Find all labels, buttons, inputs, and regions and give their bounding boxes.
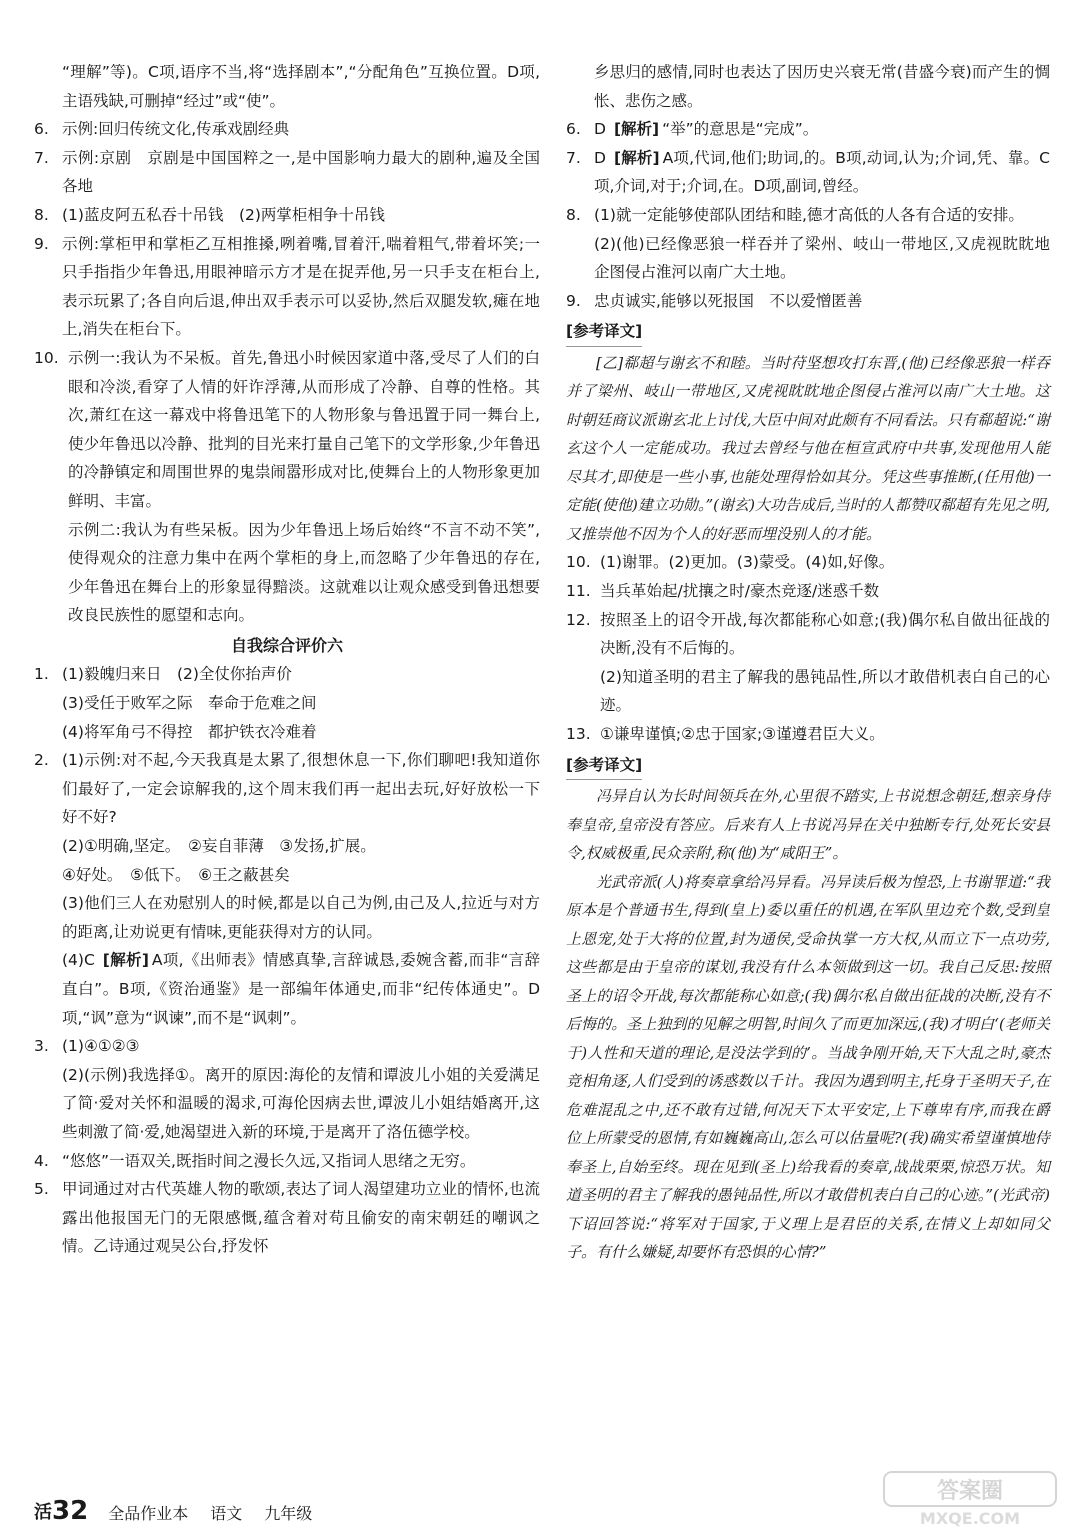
- item-number: 6.: [566, 120, 581, 139]
- item-text: (1)蓝皮阿五私吞十吊钱 (2)两掌柜相争十吊钱: [62, 205, 385, 224]
- item-text: [594, 144, 1050, 201]
- answer-letter: D: [594, 120, 606, 139]
- answer-item-9: [566, 287, 1050, 316]
- item-number: 9.: [34, 234, 49, 253]
- answer-item-7: [566, 144, 1050, 201]
- reference-translation: [566, 782, 1050, 1267]
- reference-translation: [566, 349, 1050, 549]
- item-12-part: (2)知道圣明的君主了解我的愚钝品性,所以才敢借机表白自己的心迹。: [600, 667, 1050, 715]
- section-title: 自我综合评价六: [230, 635, 343, 655]
- svg-text:答案圈: 答案圈: [936, 1479, 1004, 1504]
- reference-translation-title: [参考译文]: [566, 317, 642, 347]
- item-number: 7.: [566, 148, 581, 167]
- item-text: 当兵革始起/扰攘之时/豪杰竞逐/迷惑千数: [600, 582, 880, 601]
- answer-item-2: [34, 746, 540, 832]
- item-text: 忠贞诚实,能够以死报国 不以爱憎匿善: [594, 291, 863, 310]
- book-title: 全品作业本: [108, 1504, 189, 1523]
- item-number: 8.: [34, 205, 49, 224]
- item-text: (1)毅魄归来日 (2)全仗你抬声价: [62, 665, 292, 684]
- answer-continuation: 乡思归的感情,同时也表达了因历史兴衰无常(昔盛今衰)而产生的惆怅、悲伤之感。: [594, 63, 1050, 110]
- page-number: 32: [52, 1496, 89, 1526]
- item-number: 11.: [566, 582, 591, 601]
- item-text: 按照圣上的诏令开战,每次都能称心如意;(我)偶尔私自做出征战的决断,没有不后悔的。: [600, 610, 1050, 658]
- answer-item-8: [566, 201, 1050, 230]
- answer-letter: D: [594, 148, 606, 167]
- item-number: 2.: [34, 751, 49, 770]
- page-footer: [34, 1496, 334, 1524]
- item-text: 示例:掌柜甲和掌柜乙互相推搡,咧着嘴,冒着汗,喘着粗气,带着坏笑;一只手指指少年鲁迅,用眼神暗示方才是在捉弄他,另一只手支在柜台上,表示玩累了;各自向后退,伸出双手表示可以妥协,然后双腿发软,瘫在地上,消失在柜台下。: [62, 234, 540, 339]
- item-number: 7.: [34, 148, 49, 167]
- translation-paragraph: [乙]郗超与谢玄不和睦。当时苻坚想攻打东晋,(他)已经像恶狼一样吞并了梁州、岐山一带地区,又虎视眈眈地企图侵占淮河以南广大土地。这时朝廷商议派谢玄北上讨伐,大臣中间对此颇有不同看法。只有郗超说:“谢玄这个人一定能成功。我过去曾经与他在桓宣武府中共事,发现他用人能尽其才,即使是一些小事,也能处理得恰如其分。凭这些事推断,(任用他)一定能(使他)建立功勋。”(谢玄)大功告成后,当时的人都赞叹郗超有先见之明,又推崇他不因为个人的好恶而埋没别人的才能。: [566, 353, 1050, 543]
- analysis-tag: [解析]: [102, 951, 149, 970]
- answer-item-1: [34, 660, 540, 689]
- analysis-text: A项,代词,他们;助词,的。B项,动词,认为;介词,凭、靠。C项,介词,对于;介词,在。D项,副词,曾经。: [594, 148, 1050, 196]
- item-number: 8.: [566, 205, 581, 224]
- right-column: [566, 58, 1050, 1267]
- item-number: 6.: [34, 120, 49, 139]
- item-2-part: (3)他们三人在劝慰别人的时候,都是以自己为例,由己及人,拉近与对方的距离,让劝说更有情味,更能获得对方的认同。: [62, 894, 540, 941]
- translation-paragraph: 冯异自认为长时间领兵在外,心里很不踏实,上书说想念朝廷,想亲身侍奉皇帝,皇帝没有答应。后来有人上书说冯异在关中独断专行,处死长安县令,权威极重,民众亲附,称(他)为“咸阳王”。: [566, 787, 1050, 863]
- item-text: (1)示例:对不起,今天我真是太累了,很想休息一下,你们聊吧!我知道你们最好了,一定会谅解我的,这个周末我们再一起出去玩,好好放松一下好不好?: [62, 751, 540, 827]
- translation-paragraph: 光武帝派(人)将奏章拿给冯异看。冯异读后极为惶恐,上书谢罪道:“我原本是个普通书生,得到(皇上)委以重任的机遇,在军队里边充个数,受到皇上恩宠,处于大将的位置,封为通侯,受命执掌一方大权,从而立下一点功劳,这些都是由于皇帝的谋划,我没有什么本领做到这一切。我自己反思:按照圣上的诏令开战,每次都能称心如意;(我)偶尔私自做出征战的决断,没有不后悔的。圣上独到的见解之明智,时间久了而更加深远,(我)才明白‘(老师关于)人性和天道的理论,是没法学到的’。当战争刚开始,天下大乱之时,豪杰竞相角逐,人们受到的诱惑数以千计。我因为遇到明主,托身于圣明天子,在危难混乱之中,还不敢有过错,何况天下太平安定,上下尊卑有序,而我在爵位上所蒙受的恩情,有如巍巍高山,怎么可以估量呢?(我)确实希望谨慎地侍奉圣上,自始至终。现在见到(圣上)给我看的奏章,战战栗栗,惊恐万状。知道圣明的君主了解我的愚钝品性,所以才敢借机表白自己的心迹。”(光武帝)下诏回答说:“将军对于国家,于义理上是君臣的关系,在情义上却如同父子。有什么嫌疑,却要怀有恐惧的心情?”: [566, 872, 1050, 1262]
- item-2-part-4: [34, 946, 540, 1032]
- item-text: 甲词通过对古代英雄人物的歌颂,表达了词人渴望建功立业的情怀,也流露出他报国无门的无限感慨,蕴含着对苟且偷安的南宋朝廷的嘲讽之情。乙诗通过观吴公台,抒发怀: [62, 1180, 540, 1256]
- analysis-text: A项,《出师表》情感真挚,言辞诚恳,委婉含蓄,而非“言辞直白”。B项,《资治通鉴》是一部编年体通史,而非“纪传体通史”。D项,“讽”意为“讽谏”,而不是“讽刺”。: [62, 951, 540, 1027]
- item-number: 12.: [566, 610, 591, 629]
- item-3-part: (2)(示例)我选择①。离开的原因:海伦的友情和谭波儿小姐的关爱满足了简·爱对关怀和温暖的渴求,可海伦因病去世,谭波儿小姐结婚离开,这些刺激了简·爱,她渴望进入新的环境,于是离开了洛伍德学校。: [62, 1065, 540, 1141]
- reference-translation-title: [参考译文]: [566, 751, 642, 781]
- answer-letter: (4)C: [62, 951, 95, 970]
- item-number: 13.: [566, 725, 591, 743]
- left-column: [34, 58, 540, 1261]
- analysis-tag: [解析]: [613, 120, 660, 139]
- item-text: 示例:京剧 京剧是中国国粹之一,是中国影响力最大的剧种,遍及全国各地: [62, 148, 540, 196]
- answer-item-11: [566, 577, 1050, 606]
- item-text: “悠悠”一语双关,既指时间之漫长久远,又指词人思绪之无穷。: [62, 1151, 476, 1170]
- item-number: 4.: [34, 1151, 49, 1170]
- subject: 语文: [210, 1504, 243, 1523]
- item-8-part: (2)(他)已经像恶狼一样吞并了梁州、岐山一带地区,又虎视眈眈地企图侵占淮河以南广大土地。: [594, 234, 1050, 282]
- item-10-example-2: 示例二:我认为有些呆板。因为少年鲁迅上场后始终“不言不动不笑”,使得观众的注意力集中在两个掌柜的身上,而忽略了少年鲁迅的存在,少年鲁迅在舞台上的形象显得黯淡。这就难以让观众感受到鲁迅想要改良民族性的愿望和志向。: [68, 520, 540, 625]
- watermark-logo: [880, 1468, 1060, 1528]
- item-number: 1.: [34, 665, 49, 684]
- answer-item-6: [34, 115, 540, 144]
- item-number: 10.: [34, 348, 59, 367]
- item-text: (1)谢罪。(2)更加。(3)蒙受。(4)如,好像。: [600, 553, 895, 572]
- answer-item-10: [34, 344, 540, 516]
- svg-text:MXQE.COM: MXQE.COM: [919, 1509, 1021, 1528]
- analysis-tag: [解析]: [613, 148, 660, 167]
- answer-item-6: [566, 115, 1050, 144]
- item-text: (1)就一定能够使部队团结和睦,德才高低的人各有合适的安排。: [594, 205, 1024, 224]
- item-text: 示例:回归传统文化,传承戏剧经典: [62, 120, 290, 139]
- item-text: (1)④①②③: [62, 1037, 140, 1056]
- answer-item-9: [34, 230, 540, 344]
- item-number: 10.: [566, 553, 591, 572]
- grade: 九年级: [264, 1504, 313, 1523]
- footer-label: 活: [34, 1502, 52, 1523]
- item-number: 5.: [34, 1180, 49, 1199]
- item-2-part: ④好处。 ⑤低下。 ⑥王之蔽甚矣: [62, 865, 290, 884]
- answer-continuation: “理解”等)。C项,语序不当,将“选择剧本”,“分配角色”互换位置。D项,主语残缺,可删掉“经过”或“使”。: [62, 63, 540, 110]
- item-text: [594, 115, 1050, 144]
- answer-item-8: [34, 201, 540, 230]
- answer-item-10: [566, 548, 1050, 577]
- item-text: 示例一:我认为不呆板。首先,鲁迅小时候因家道中落,受尽了人们的白眼和冷淡,看穿了人情的奸诈浮薄,从而形成了冷静、自尊的性格。其次,萧红在这一幕戏中将鲁迅笔下的人物形象与鲁迅置于同一舞台上,使少年鲁迅以冷静、批判的目光来打量自己笔下的文学形象,少年鲁迅的冷静镇定和周围世界的鬼祟闹嚣形成对比,使舞台上的人物形象更加鲜明、丰富。: [68, 348, 540, 510]
- answer-item-12: [566, 606, 1050, 663]
- answer-item-7: [34, 144, 540, 201]
- item-text: ①谦卑谨慎;②忠于国家;③谨遵君臣大义。: [600, 725, 885, 743]
- answer-item-4: [34, 1147, 540, 1176]
- answer-item-5: [34, 1175, 540, 1261]
- answer-item-3: [34, 1032, 540, 1061]
- item-number: 3.: [34, 1037, 49, 1056]
- item-1-line: (4)将军角弓不得控 都护铁衣冷难着: [62, 722, 317, 741]
- analysis-text: “举”的意思是“完成”。: [662, 120, 819, 139]
- item-1-line: (3)受任于败军之际 奉命于危难之间: [62, 694, 317, 713]
- item-2-part: (2)①明确,坚定。 ②妄自菲薄 ③发扬,扩展。: [62, 837, 376, 856]
- answer-item-13: [566, 720, 1050, 749]
- item-number: 9.: [566, 291, 581, 310]
